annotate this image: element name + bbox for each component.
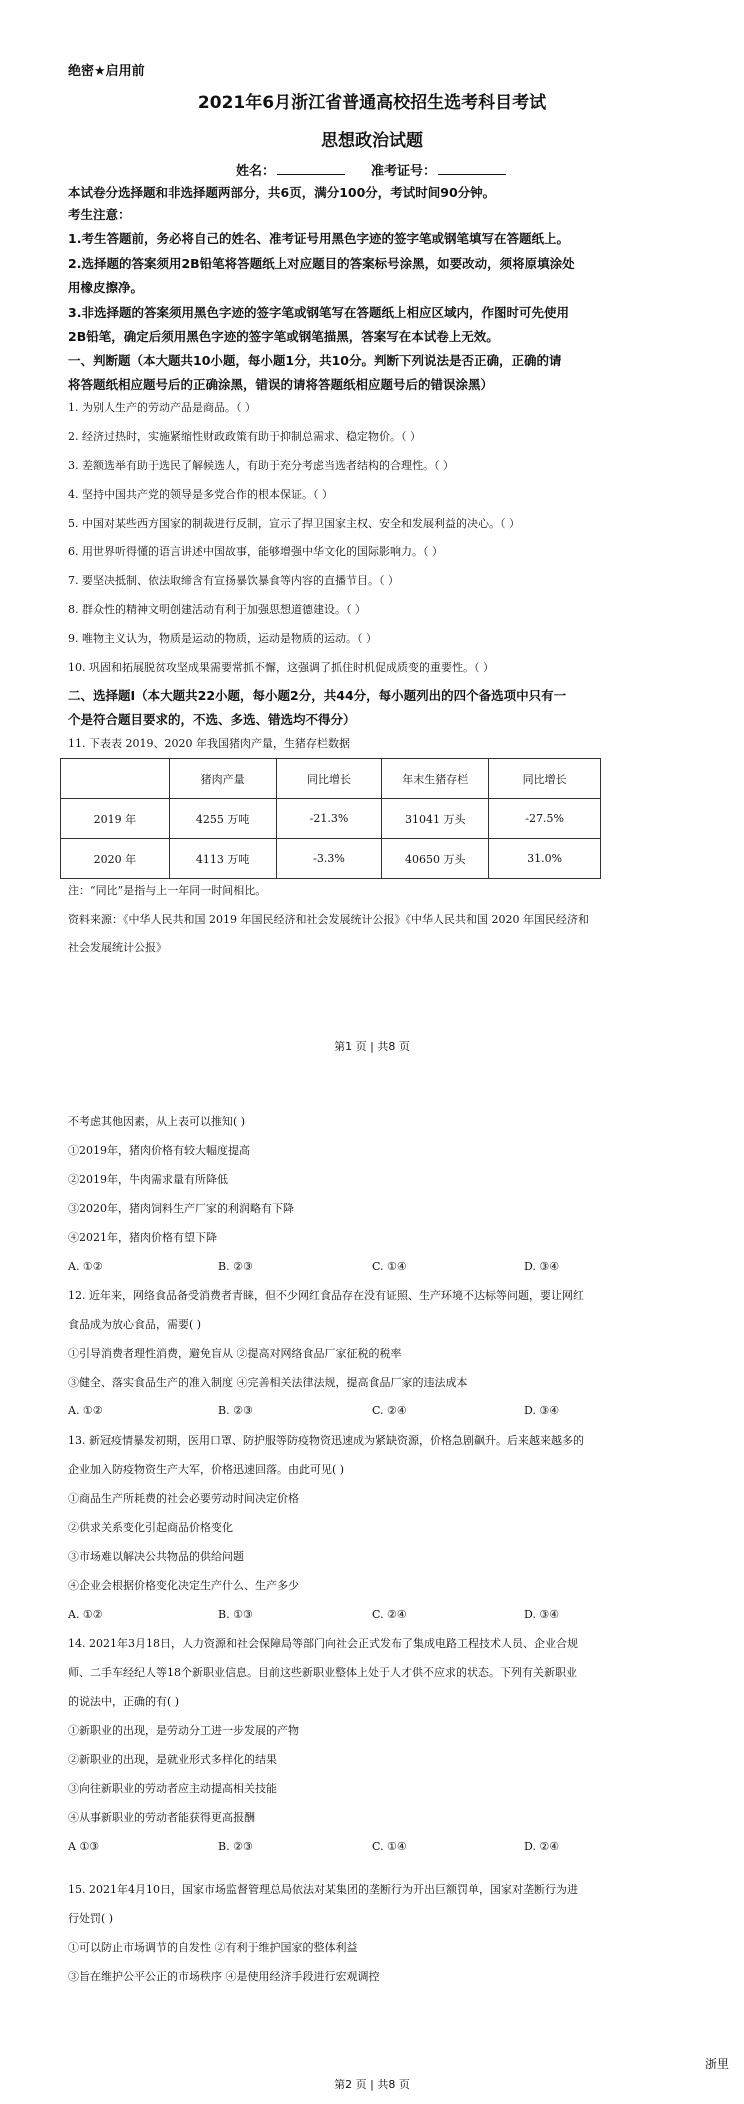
table-cell: 4255 万吨 <box>169 799 276 839</box>
q14-option-b: B. ②③ <box>218 1840 253 1853</box>
q11-cont: 不考虑其他因素，从上表可以推知( ) <box>68 1115 246 1128</box>
secret-label: 绝密★启用前 <box>68 64 145 79</box>
notice-3a: 3.非选择题的答案须用黑色字迹的签字笔或钢笔写在答题纸上相应区域内，作图时可先使用 <box>68 305 569 320</box>
section1-heading-b: 将答题纸相应题号后的正确涂黑，错误的请将答题纸相应题号后的错误涂黑） <box>68 377 494 392</box>
section1-heading-a: 一、判断题（本大题共10小题，每小题1分，共10分。判断下列说法是否正确，正确的请 <box>68 353 562 368</box>
table-cell: 31.0% <box>489 839 601 879</box>
judge-item-10: 10. 巩固和拓展脱贫攻坚成果需要常抓不懈，这强调了抓住时机促成质变的重要性。（ ） <box>68 661 494 674</box>
judge-item-1: 1. 为别人生产的劳动产品是商品。（ ） <box>68 401 256 414</box>
table-cell: 40650 万头 <box>382 839 489 879</box>
page-1-number: 第1 页 | 共8 页 <box>334 1040 410 1053</box>
page-2-number: 第2 页 | 共8 页 <box>334 2078 410 2091</box>
subject-title: 思想政治试题 <box>321 131 423 151</box>
table-cell: 年末生猪存栏 <box>382 759 489 799</box>
q13-statement-2: ②供求关系变化引起商品价格变化 <box>68 1521 233 1534</box>
name-id-line <box>236 160 506 179</box>
q13-option-b: B. ①③ <box>218 1608 253 1621</box>
q14-statement-4: ④从事新职业的劳动者能获得更高报酬 <box>68 1811 255 1824</box>
q12-option-b: B. ②③ <box>218 1404 253 1417</box>
q14-statement-2: ②新职业的出现，是就业形式多样化的结果 <box>68 1753 277 1766</box>
q11-option-c: C. ①④ <box>372 1260 407 1273</box>
id-blank <box>438 163 506 175</box>
table-row <box>61 799 601 839</box>
q13-option-a: A. ①② <box>68 1608 103 1621</box>
q15-stem-b: 行处罚( ) <box>68 1912 114 1925</box>
page-2 <box>0 1100 744 2104</box>
q11-statement-2: ②2019年，牛肉需求量有所降低 <box>68 1173 228 1186</box>
q11-stem: 11. 下表表 2019、2020 年我国猪肉产量，生猪存栏数据 <box>68 737 350 750</box>
table-cell: 31041 万头 <box>382 799 489 839</box>
section2-heading-b: 个是符合题目要求的，不选、多选、错选均不得分） <box>68 712 356 727</box>
table-cell <box>61 759 170 799</box>
q14-statement-3: ③向往新职业的劳动者应主动提高相关技能 <box>68 1782 277 1795</box>
exam-title: 2021年6月浙江省普通高校招生选考科目考试 <box>197 93 547 113</box>
judge-item-4: 4. 坚持中国共产党的领导是多党合作的根本保证。（ ） <box>68 488 333 501</box>
q13-statement-4: ④企业会根据价格变化决定生产什么、生产多少 <box>68 1579 299 1592</box>
q13-option-c: C. ②④ <box>372 1608 407 1621</box>
table-cell: -3.3% <box>276 839 382 879</box>
name-label: 姓名： <box>236 164 276 179</box>
judge-item-7: 7. 要坚决抵制、依法取缔含有宣扬暴饮暴食等内容的直播节目。（ ） <box>68 574 399 587</box>
q12-stem-b: 食品成为放心食品，需要( ) <box>68 1318 202 1331</box>
q14-stem-a: 14. 2021年3月18日，人力资源和社会保障局等部门向社会正式发布了集成电路工程技术人员、企业合规 <box>68 1637 578 1650</box>
q13-stem-b: 企业加入防疫物资生产大军，价格迅速回落。由此可见( ) <box>68 1463 345 1476</box>
q14-option-d: D. ②④ <box>524 1840 560 1853</box>
notice-1: 1.考生答题前，务必将自己的姓名、准考证号用黑色字迹的签字笔或钢笔填写在答题纸上。 <box>68 231 569 246</box>
q12-option-d: D. ③④ <box>524 1404 560 1417</box>
q14-stem-c: 的说法中，正确的有( ) <box>68 1695 180 1708</box>
q12-option-c: C. ②④ <box>372 1404 407 1417</box>
q11-option-d: D. ③④ <box>524 1260 560 1273</box>
q11-option-a: A. ①② <box>68 1260 103 1273</box>
q11-option-b: B. ②③ <box>218 1260 253 1273</box>
table-note: 注：“同比”是指与上一年同一时间相比。 <box>68 884 267 897</box>
notice-2b: 用橡皮擦净。 <box>68 280 144 295</box>
table-cell: 2019 年 <box>61 799 170 839</box>
q13-stem-a: 13. 新冠疫情暴发初期，医用口罩、防护服等防疫物资迅速成为紧缺资源，价格急剧飙升。后来越来越多的 <box>68 1434 584 1447</box>
q13-statement-3: ③市场难以解决公共物品的供给问题 <box>68 1550 244 1563</box>
source-b: 社会发展统计公报》 <box>68 941 167 954</box>
table-cell: 2020 年 <box>61 839 170 879</box>
table-cell: 4113 万吨 <box>169 839 276 879</box>
name-blank <box>277 163 345 175</box>
pork-data-table <box>60 758 601 879</box>
q12-statements-1: ①引导消费者理性消费，避免盲从 ②提高对网络食品厂家征税的税率 <box>68 1347 402 1360</box>
id-label: 准考证号： <box>371 164 437 179</box>
table-cell: -27.5% <box>489 799 601 839</box>
judge-item-3: 3. 差额选举有助于选民了解候选人，有助于充分考虑当选者结构的合理性。（ ） <box>68 459 454 472</box>
table-cell: -21.3% <box>276 799 382 839</box>
section2-heading-a: 二、选择题Ⅰ（本大题共22小题，每小题2分，共44分，每小题列出的四个备选项中只有一 <box>68 688 567 703</box>
table-row <box>61 839 601 879</box>
q14-stem-b: 师、二手车经纪人等18个新职业信息。目前这些新职业整体上处于人才供不应求的状态。下列有关新职业 <box>68 1666 577 1679</box>
corner-watermark-text: 浙里 <box>705 2057 730 2071</box>
q11-statement-4: ④2021年，猪肉价格有望下降 <box>68 1231 217 1244</box>
q11-statement-3: ③2020年，猪肉饲料生产厂家的利润略有下降 <box>68 1202 294 1215</box>
q12-option-a: A. ①② <box>68 1404 103 1417</box>
q15-statements-2: ③旨在维护公平公正的市场秩序 ④是使用经济手段进行宏观调控 <box>68 1970 380 1983</box>
q15-statements-1: ①可以防止市场调节的自发性 ②有利于维护国家的整体利益 <box>68 1941 358 1954</box>
q14-statement-1: ①新职业的出现，是劳动分工进一步发展的产物 <box>68 1724 299 1737</box>
judge-item-5: 5. 中国对某些西方国家的制裁进行反制，宣示了捍卫国家主权、安全和发展利益的决心。（ ） <box>68 517 520 530</box>
q15-stem-a: 15. 2021年4月10日，国家市场监督管理总局依法对某集团的垄断行为开出巨额罚单，国家对垄断行为进 <box>68 1883 578 1896</box>
notice-title: 考生注意： <box>68 207 131 222</box>
notice-2a: 2.选择题的答案须用2B铅笔将答题纸上对应题目的答案标号涂黑，如要改动，须将原填涂处 <box>68 256 575 271</box>
intro-text: 本试卷分选择题和非选择题两部分，共6页，满分100分，考试时间90分钟。 <box>68 185 496 200</box>
table-cell: 猪肉产量 <box>169 759 276 799</box>
judge-item-6: 6. 用世界听得懂的语言讲述中国故事，能够增强中华文化的国际影响力。（ ） <box>68 545 443 558</box>
q13-option-d: D. ③④ <box>524 1608 560 1621</box>
table-cell: 同比增长 <box>276 759 382 799</box>
judge-item-9: 9. 唯物主义认为，物质是运动的物质，运动是物质的运动。（ ） <box>68 632 377 645</box>
judge-item-8: 8. 群众性的精神文明创建活动有利于加强思想道德建设。（ ） <box>68 603 366 616</box>
q13-statement-1: ①商品生产所耗费的社会必要劳动时间决定价格 <box>68 1492 299 1505</box>
q11-statement-1: ①2019年，猪肉价格有较大幅度提高 <box>68 1144 250 1157</box>
q12-statements-2: ③健全、落实食品生产的准入制度 ④完善相关法律法规，提高食品厂家的违法成本 <box>68 1376 468 1389</box>
q12-stem-a: 12. 近年来，网络食品备受消费者青睐，但不少网红食品存在没有证照、生产环境不达标等问题，要让网红 <box>68 1289 584 1302</box>
q14-option-c: C. ①④ <box>372 1840 407 1853</box>
q14-option-a: A ①③ <box>68 1840 100 1853</box>
table-cell: 同比增长 <box>489 759 601 799</box>
table-header-row <box>61 759 601 799</box>
judge-item-2: 2. 经济过热时，实施紧缩性财政政策有助于抑制总需求、稳定物价。（ ） <box>68 430 421 443</box>
notice-3b: 2B铅笔，确定后须用黑色字迹的签字笔或钢笔描黑，答案写在本试卷上无效。 <box>68 329 499 344</box>
source-a: 资料来源：《中华人民共和国 2019 年国民经济和社会发展统计公报》《中华人民共和国 2020 年国民经济和 <box>68 913 589 926</box>
